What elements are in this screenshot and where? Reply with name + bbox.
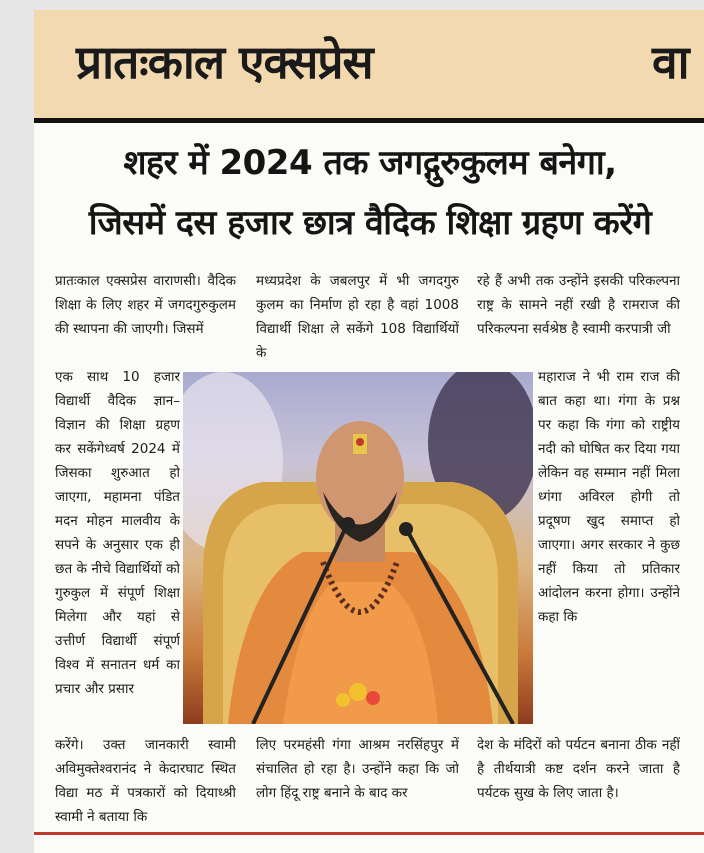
article-col1-top: प्रातःकाल एक्सप्रेस वाराणसी। वैदिक शिक्षा के लिए शहर में जगदगुरुकुलम की स्थापना की जाएगी। जिसमें (55, 273, 236, 337)
masthead-rule (34, 118, 704, 123)
bottom-rule (34, 832, 704, 835)
headline-line-2: जिसमें दस हजार छात्र वैदिक शिक्षा ग्रहण करेंगे (88, 203, 652, 243)
article-col2-bottom: लिए परमहंसी गंगा आश्रम नरसिंहपुर में संचालित हो रहा है। उन्होंने कहा कि जो लोग हिंदू राष्ट्र बनाने के बाद कर (256, 737, 459, 801)
masthead (34, 10, 704, 118)
article-col1-bottom: करेंगे। उक्त जानकारी स्वामी अविमुक्तेश्वरानंद ने केदारघाट स्थित विद्या मठ में पत्रकारों को दियाध्श्री स्वामी ने बताया कि (55, 737, 236, 825)
adjacent-article-edge (686, 338, 704, 828)
headline-line-1: शहर में 2024 तक जगद्गुरुकुलम बनेगा, (123, 143, 617, 183)
article-col1-mid: एक साथ 10 हजार विद्यार्थी वैदिक ज्ञान–विज्ञान की शिक्षा ग्रहण कर सकेंगेध्वर्ष 2024 में जिसका शुरुआत हो जाएगा, महामना पंडित मदन मोहन मालवीय के सपने के अनुसार एक ही छत के नीचे विद्यार्थियों को गुरुकुल में संपूर्ण शिक्षा मिलेगा और यहां से उत्तीर्ण विद्यार्थी संपूर्ण विश्व में सनातन धर्म का प्रचार और प्रसार (55, 369, 180, 697)
swami-photo-illustration (183, 372, 533, 724)
article-col3-mid: महाराज ने भी राम राज की बात कहा था। गंगा के प्रश्न पर कहा कि गंगा को राष्ट्रीय नदी को घोषित कर दिया गया लेकिन वह सम्मान नहीं मिला ध्गंगा अविरल होगी तो प्रदूषण खुद समाप्त हो जाएगा। अगर सरकार ने कुछ नहीं किया तो प्रतिकार आंदोलन करना होगा। उन्होंने कहा कि (538, 369, 680, 625)
article-photo (183, 372, 533, 724)
masthead-right-fragment: वा (652, 35, 690, 89)
masthead-title: प्रातःकाल एक्सप्रेस (76, 35, 373, 89)
article-col3-bottom: देश के मंदिरों को पर्यटन बनाना ठीक नहीं है तीर्थयात्री कष्ट दर्शन करने जाता है पर्यटक सुख के लिए जाता है। (477, 737, 680, 801)
article-col2-top: मध्यप्रदेश के जबलपुर में भी जगदगुरु कुलम का निर्माण हो रहा है वहां 1008 विद्यार्थी शिक्षा ले सकेंगे 108 विद्यार्थियों के (256, 273, 459, 361)
article-col3-top: रहे हैं अभी तक उन्होंने इसकी परिकल्पना राष्ट्र के सामने नहीं रखी है रामराज की परिकल्पना सर्वश्रेष्ठ है स्वामी करपात्री जी (477, 273, 680, 337)
